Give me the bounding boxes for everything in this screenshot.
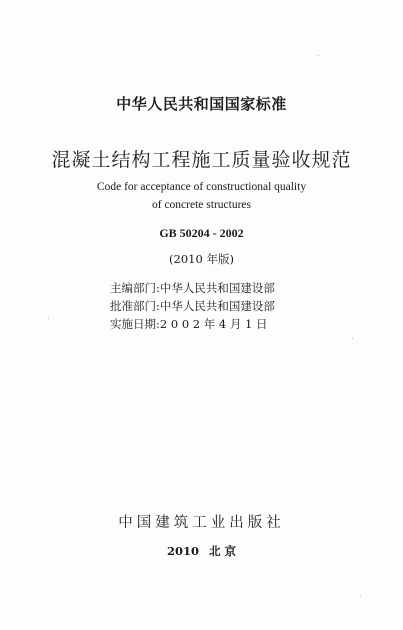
issuance-info: [110, 279, 275, 333]
info-label: 主编部门:: [110, 281, 160, 295]
info-value: 中华人民共和国建设部: [159, 299, 275, 313]
info-value: 2 0 0 2 年 4 月 1 日: [159, 317, 268, 331]
info-label: 实施日期:: [110, 317, 160, 331]
edition-label: (2010 年版): [169, 252, 234, 266]
effective-date-row: [110, 315, 275, 333]
english-title: [0, 178, 403, 214]
publication-year: 2010: [166, 544, 199, 558]
info-value: 中华人民共和国建设部: [159, 281, 275, 295]
scan-speck: [48, 318, 49, 319]
chief-editor-row: [110, 279, 275, 297]
standard-number: GB 50204 - 2002: [159, 226, 244, 240]
approval-row: [110, 297, 275, 315]
scan-speck: [360, 596, 361, 597]
english-title-line-2: of concrete structures: [152, 199, 251, 211]
publication-city: 北 京: [209, 544, 237, 558]
scan-speck: [318, 55, 319, 56]
info-label: 批准部门:: [110, 299, 160, 313]
scan-speck: [352, 338, 353, 339]
chinese-title: 混凝土结构工程施工质量验收规范: [51, 149, 352, 171]
english-title-line-1: Code for acceptance of constructional quality: [96, 181, 307, 193]
national-standard-header: 中华人民共和国国家标准: [116, 95, 287, 113]
publication-place: [0, 543, 403, 559]
publisher-name: 中国建筑工业出版社: [118, 515, 285, 531]
